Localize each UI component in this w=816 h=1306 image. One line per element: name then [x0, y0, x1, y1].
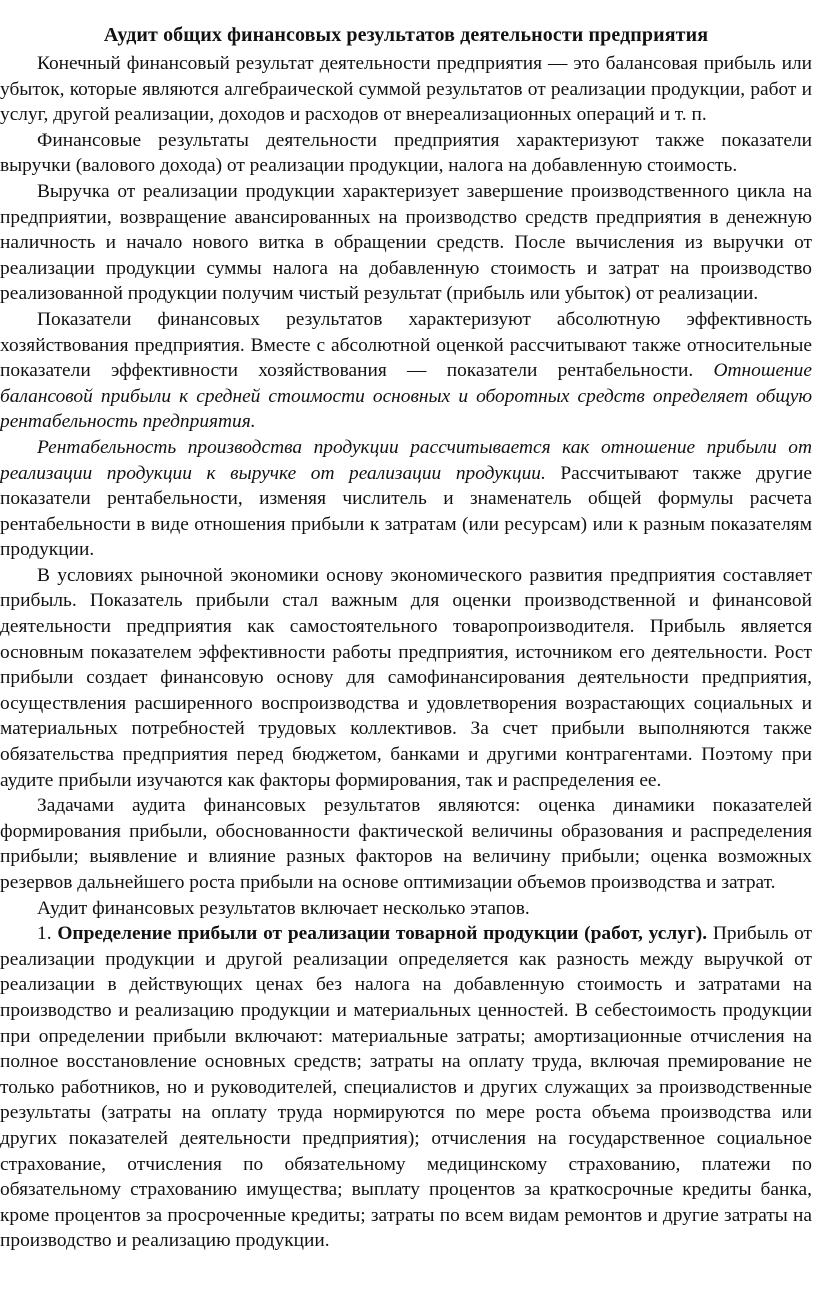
efficiency-text: Показатели финансовых результатов характеризуют абсолютную эффективность хозяйствования предприятия. Вместе с абсолютной оценкой рассчитывают также относительные показатели эффективности хозяйствования — показатели рентабельности. — [0, 308, 812, 382]
paragraph-audit-stages: Аудит финансовых результатов включает несколько этапов. — [37, 897, 530, 919]
general-profitability-definition: Отношение балансовой прибыли к средней стоимости основных и оборотных средств определяет общую рентабельность предприятия. — [0, 360, 812, 433]
production-profitability-definition: Рентабельность производства продукции рассчитывается как отношение прибыли от реализации продукции к выручке от реализации продукции. — [0, 436, 812, 484]
paragraph-audit-tasks: Задачами аудита финансовых результатов являются: оценка динамики показателей формирования прибыли, обоснованности фактической величины образования и распределения прибыли; выявление и влияние разных факторов на величину прибыли; оценка возможных резервов дальнейшего роста прибыли на основе оптимизации объемов производства и затрат. — [0, 795, 812, 893]
stage-heading: Определение прибыли от реализации товарной продукции (работ, услуг). — [57, 923, 708, 945]
other-profitability-text: Рассчитывают также другие показатели рентабельности, изменяя числитель и знаменатель общей формулы расчета рентабельности в виде отношения прибыли к затратам (или ресурсам) или к разным показателям продукции. — [0, 462, 812, 561]
paragraph-revenue-indicators: Финансовые результаты деятельности предприятия характеризуют также показатели выручки (валового дохода) от реализации продукции, налога на добавленную стоимость. — [0, 129, 812, 177]
paragraph-final-result: Конечный финансовый результат деятельности предприятия — это балансовая прибыль или убыток, которые являются алгебраической суммой результатов от реализации продукции, работ и услуг, другой реализации, доходов и расходов от внереализационных операций и т. п. — [0, 53, 812, 126]
paragraph-production-profitability — [0, 435, 812, 563]
document-title: Аудит общих финансовых результатов деятельности предприятия — [103, 24, 709, 46]
stage-body: Прибыль от реализации продукции и другой реализации определяется как разность между выручкой от реализации в действующих ценах без налога на добавленную стоимость и затратами на производство и реализацию продукции и материальных ценностей. В себестоимость продукции при определении прибыли включают: материальные затраты; амортизационные отчисления на полное восстановление основных средств; затраты на оплату труда, включая премирование не только работников, но и руководителей, специалистов и других служащих за производственные результаты (затраты на оплату труда нормируются по мере роста объема производства или других показателей деятельности предприятия); отчисления на государственное социальное страхование, отчисления по обязательному медицинскому страхованию, платежи по обязательному страхованию имущества; выплату процентов за краткосрочные кредиты банка, кроме процентов за просроченные кредиты; затраты по всем видам ремонтов и другие затраты на производство и реализацию продукции. — [0, 923, 812, 1252]
paragraph-efficiency — [0, 307, 812, 435]
paragraph-revenue-cycle: Выручка от реализации продукции характеризует завершение производственного цикла на предприятии, возвращение авансированных на производство средств предприятия в денежную наличность и начало нового витка в обращении средств. После вычисления из выручки от реализации продукции суммы налога на добавленную стоимость и затрат на производство реализованной продукции получим чистый результат (прибыль или убыток) от реализации. — [0, 180, 812, 305]
stage-number: 1. — [37, 923, 58, 945]
paragraph-market-economy: В условиях рыночной экономики основу экономического развития предприятия составляет прибыль. Показатель прибыли стал важным для оценки производственной и финансовой деятельности предприятия как самостоятельного товаропроизводителя. Прибыль является основным показателем эффективности работы предприятия, источником его деятельности. Рост прибыли создает финансовую основу для самофинансирования деятельности предприятия, осуществления расширенного воспроизводства и удовлетворения возрастающих социальных и материальных потребностей трудовых коллективов. За счет прибыли выполняются также обязательства предприятия перед бюджетом, банками и другими контрагентами. Поэтому при аудите прибыли изучаются как факторы формирования, так и распределения ее. — [0, 564, 812, 791]
paragraph-stage-1 — [0, 921, 812, 1254]
